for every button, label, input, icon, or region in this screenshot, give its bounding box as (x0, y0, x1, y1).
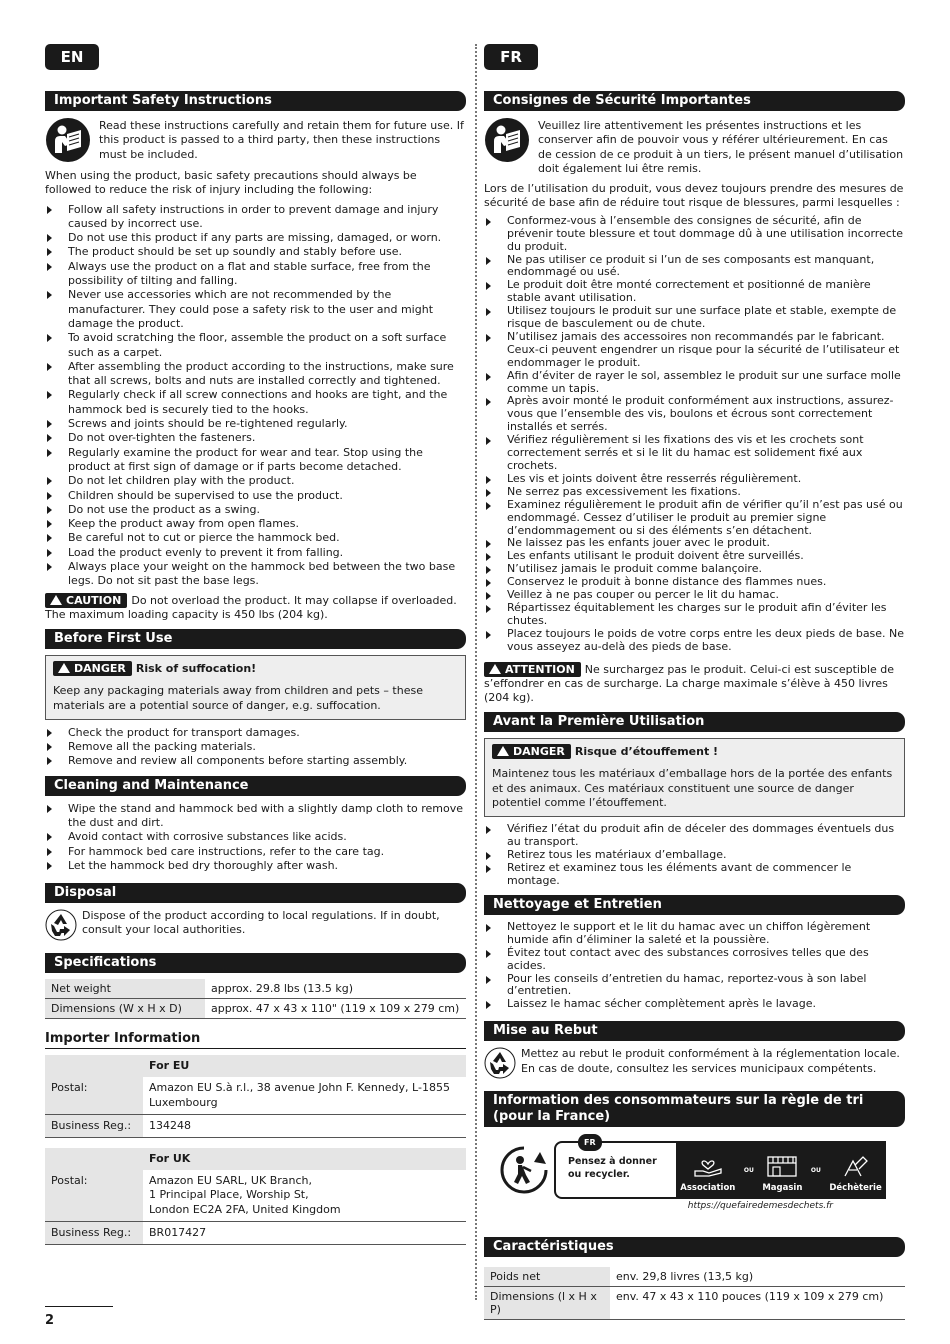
table-row: Business Reg.: BR017427 (45, 1222, 466, 1245)
list-item: Vérifiez régulièrement si les fixations des vis et les crochets sont correctement serrés et si le lit du hamac est solidement fixé aux crochets. (484, 434, 905, 473)
warning-triangle-icon (489, 664, 501, 674)
list-item: After assembling the product according to the instructions, make sure that all screws, bolts and nuts are installed correctly and tightened. (45, 360, 466, 389)
read-manual-icon (484, 117, 530, 163)
table-row: Dimensions (l x H x P) env. 47 x 43 x 110 pouces (119 x 109 x 279 cm) (484, 1287, 905, 1320)
recycle-icon (484, 1047, 516, 1079)
list-item: Do not use this product if any parts are missing, damaged, or worn. (45, 231, 466, 245)
section-title-disposal: Disposal (45, 883, 466, 903)
table-row: For EU (45, 1055, 466, 1077)
list-item: Remove and review all components before starting assembly. (45, 754, 466, 768)
list-item: Regularly examine the product for wear and tear. Stop using the product at first sign of damage or if parts become detached. (45, 446, 466, 475)
list-item: Laissez le hamac sécher complètement après le lavage. (484, 998, 905, 1011)
list-item: Pour les conseils d’entretien du hamac, reportez-vous à son label d’entretien. (484, 973, 905, 999)
lang-tab-en: EN (45, 44, 99, 70)
warning-triangle-icon (497, 746, 509, 756)
list-item: Regularly check if all screw connections and hooks are tight, and the hammock bed is securely tied to the hooks. (45, 388, 466, 417)
danger-badge: DANGER (53, 661, 132, 676)
warning-triangle-icon (58, 663, 70, 673)
safety-lead: Lors de l’utilisation du produit, vous devez toujours prendre des mesures de sécurité de base afin de réduire tout risque de blessures, parmi lesquelles : (484, 182, 904, 210)
list-item: Afin d’éviter de rayer le sol, assemblez le produit sur une surface molle comme un tapis. (484, 370, 905, 396)
list-item: Screws and joints should be re-tightened regularly. (45, 417, 466, 431)
list-item: Ne laissez pas les enfants jouer avec le produit. (484, 537, 905, 550)
danger-heading: Risque d’étouffement ! (574, 745, 719, 759)
table-row: Postal: Amazon EU SARL, UK Branch, 1 Principal Place, Worship St, London EC2A 2FA, United Kingdom (45, 1170, 466, 1221)
list-item: N’utilisez jamais des accessoires non recommandés par le fabricant. Ceux-ci peuvent engendrer un risque pour la sécurité de l’utilisateur et endommager le produit. (484, 331, 905, 370)
page-number: 2 (45, 1306, 113, 1328)
list-item: Wipe the stand and hammock bed with a slightly damp cloth to remove the dust and dirt. (45, 802, 466, 831)
caution-text: Ne surchargez pas le produit. Celui-ci est susceptible de s’effondrer en cas de surcharge. La charge maximale s’élève à 450 livres (204 kg). (484, 662, 895, 705)
safety-intro-text: Veuillez lire attentivement les présentes instructions et les conserver afin de pouvoir vous y référer ultérieurement. En cas de cession de ce produit à un tiers, le présent manuel d’utilisation doit également lui être remis. (538, 119, 904, 175)
list-item: Ne serrez pas excessivement les fixations. (484, 486, 905, 499)
safety-list (45, 203, 466, 589)
list-item: Follow all safety instructions in order to prevent damage and injury caused by incorrect use. (45, 203, 466, 232)
list-item: N’utilisez jamais le produit comme balançoire. (484, 563, 905, 576)
section-title-safety: Consignes de Sécurité Importantes (484, 91, 905, 111)
list-item: To avoid scratching the floor, assemble the product on a soft surface such as a carpet. (45, 331, 466, 360)
list-item: The product should be set up soundly and stably before use. (45, 245, 466, 259)
lang-tab-fr: FR (484, 44, 538, 70)
section-title-disposal: Mise au Rebut (484, 1021, 905, 1041)
french-column (484, 44, 905, 1320)
table-row: Dimensions (W x H x D) approx. 47 x 43 x 110" (119 x 109 x 279 cm) (45, 999, 466, 1019)
list-item: Après avoir monté le produit conformément aux instructions, assurez-vous que l’ensemble des vis, boulons et écrous sont correctement installés et serrés. (484, 395, 905, 434)
list-item: Do not let children play with the product. (45, 474, 466, 488)
list-item: Conformez-vous à l’ensemble des consignes de sécurité, afin de prévenir toute blessure et tout dommage dû à une utilisation incorrecte du produit. (484, 215, 905, 254)
section-title-cleaning: Cleaning and Maintenance (45, 776, 466, 796)
list-item: Remove all the packing materials. (45, 740, 466, 754)
list-item: Be careful not to cut or pierce the hammock bed. (45, 531, 466, 545)
list-item: Nettoyez le support et le lit du hamac avec un chiffon légèrement humide afin d’éliminer la saleté et la poussière. (484, 921, 905, 947)
disposal-block (45, 909, 466, 941)
safety-intro (484, 117, 905, 176)
list-item: Do not over-tighten the fasteners. (45, 431, 466, 445)
recycle-icon (45, 909, 77, 941)
cleaning-list (484, 921, 905, 1011)
list-item: Ne pas utiliser ce produit si l’un de ses composants est manquant, endommagé ou usé. (484, 254, 905, 280)
cleaning-list (45, 802, 466, 873)
caution-badge: CAUTION (45, 593, 127, 608)
option-association: Association (680, 1155, 735, 1193)
disposal-text: Mettez au rebut le produit conformément à la réglementation locale. En cas de doute, consultez les services municipaux compétents. (521, 1047, 900, 1075)
column-divider (475, 44, 477, 1300)
list-item: Check the product for transport damages. (45, 726, 466, 740)
list-item: Utilisez toujours le produit sur une surface plate et stable, exempte de risque de basculement ou de chute. (484, 305, 905, 331)
first-use-list (45, 726, 466, 769)
triman-icon (496, 1142, 552, 1198)
danger-heading: Risk of suffocation! (135, 662, 257, 676)
store-icon (765, 1155, 799, 1177)
section-title-specs: Specifications (45, 953, 466, 973)
list-item: Placez toujours le poids de votre corps entre les deux pieds de base. Ne vous asseyez au-delà des pieds de base. (484, 628, 905, 654)
list-item: Do not use the product as a swing. (45, 503, 466, 517)
importer-title: Importer Information (45, 1031, 466, 1049)
disposal-text: Dispose of the product according to local regulations. If in doubt, consult your local authorities. (82, 909, 440, 937)
warning-triangle-icon (50, 595, 62, 605)
section-title-consumer-info: Information des consommateurs sur la règle de tri (pour la France) (484, 1091, 905, 1127)
english-column (45, 44, 466, 1245)
table-row: For UK (45, 1148, 466, 1170)
danger-text: Maintenez tous les matériaux d’emballage hors de la portée des enfants et des animaux. Ces matériaux constituent une source de danger potentiel comme l’étouffement. (492, 767, 893, 810)
specs-table (45, 979, 466, 1019)
list-item: Les vis et joints doivent être resserrés régulièrement. (484, 473, 905, 486)
list-item: Avoid contact with corrosive substances like acids. (45, 830, 466, 844)
list-item: Load the product evenly to prevent it from falling. (45, 546, 466, 560)
triman-label: FR Pensez à donner ou recycler. (554, 1141, 676, 1199)
caution-text: Do not overload the product. It may collapse if overloaded. The maximum loading capacity is 450 lbs (204 kg). (45, 593, 457, 621)
section-title-cleaning: Nettoyage et Entretien (484, 895, 905, 915)
list-item: Le produit doit être monté correctement et positionné de manière stable avant utilisation. (484, 279, 905, 305)
table-row: Postal: Amazon EU S.à r.l., 38 avenue John F. Kennedy, L-1855 Luxembourg (45, 1077, 466, 1114)
list-item: Veillez à ne pas couper ou percer le lit du hamac. (484, 589, 905, 602)
list-item: Répartissez équitablement les charges sur le produit afin d’éviter les chutes. (484, 602, 905, 628)
section-title-first-use: Avant la Première Utilisation (484, 712, 905, 732)
option-magasin: Magasin (762, 1155, 802, 1193)
triman-options: Association OU Magasin OU Déchèterie (676, 1141, 886, 1199)
section-title-safety: Important Safety Instructions (45, 91, 466, 111)
read-manual-icon (45, 117, 91, 163)
option-decheterie: Déchèterie (829, 1155, 881, 1193)
list-item: Never use accessories which are not recommended by the manufacturer. They could pose a safety risk to the user and might damage the product. (45, 288, 466, 331)
list-item: Children should be supervised to use the product. (45, 489, 466, 503)
list-item: Examinez régulièrement le produit afin de vérifier qu’il n’est pas usé ou endommagé. Cessez d’utiliser le produit au premier signe d’endommagement ou si des éléments s’en détachent. (484, 499, 905, 538)
importer-table (45, 1049, 466, 1245)
disposal-block (484, 1047, 905, 1079)
list-item: Retirez et examinez tous les éléments avant de commencer le montage. (484, 862, 905, 888)
list-item: Les enfants utilisant le produit doivent être surveillés. (484, 550, 905, 563)
fr-badge: FR (578, 1134, 602, 1151)
safety-intro (45, 117, 466, 163)
hand-heart-icon (693, 1155, 723, 1177)
danger-text: Keep any packaging materials away from children and pets – these materials are a potential source of danger, e.g. suffocation. (53, 684, 423, 712)
list-item: Vérifiez l’état du produit afin de déceler des dommages éventuels dus au transport. (484, 823, 905, 849)
section-title-specs: Caractéristiques (484, 1237, 905, 1257)
recycling-center-icon (841, 1155, 871, 1177)
danger-box (45, 655, 466, 720)
section-title-first-use: Before First Use (45, 629, 466, 649)
table-row: Poids net env. 29,8 livres (13,5 kg) (484, 1267, 905, 1287)
list-item: Évitez tout contact avec des substances corrosives telles que des acides. (484, 947, 905, 973)
list-item: Let the hammock bed dry thoroughly after wash. (45, 859, 466, 873)
specs-table (484, 1267, 905, 1320)
list-item: Keep the product away from open flames. (45, 517, 466, 531)
list-item: Retirez tous les matériaux d’emballage. (484, 849, 905, 862)
triman-url: https://quefairedemesdechets.fr (687, 1201, 833, 1212)
list-item: Always use the product on a flat and stable surface, free from the possibility of tilting and falling. (45, 260, 466, 289)
first-use-list (484, 823, 905, 888)
table-row: Business Reg.: 134248 (45, 1115, 466, 1138)
triman-logo (496, 1138, 905, 1199)
list-item: Always place your weight on the hammock bed between the two base legs. Do not sit past the base legs. (45, 560, 466, 589)
list-item: For hammock bed care instructions, refer to the care tag. (45, 845, 466, 859)
caution-note (484, 662, 905, 706)
safety-lead: When using the product, basic safety precautions should always be followed to reduce the risk of injury including the following: (45, 169, 417, 197)
caution-note (45, 593, 466, 623)
list-item: Conservez le produit à bonne distance des flammes nues. (484, 576, 905, 589)
danger-box (484, 738, 905, 817)
danger-badge: DANGER (492, 744, 571, 759)
safety-intro-text: Read these instructions carefully and retain them for future use. If this product is passed to a third party, then these instructions must be included. (99, 119, 464, 161)
table-row: Net weight approx. 29.8 lbs (13.5 kg) (45, 979, 466, 999)
safety-list (484, 215, 905, 654)
attention-badge: ATTENTION (484, 662, 581, 677)
